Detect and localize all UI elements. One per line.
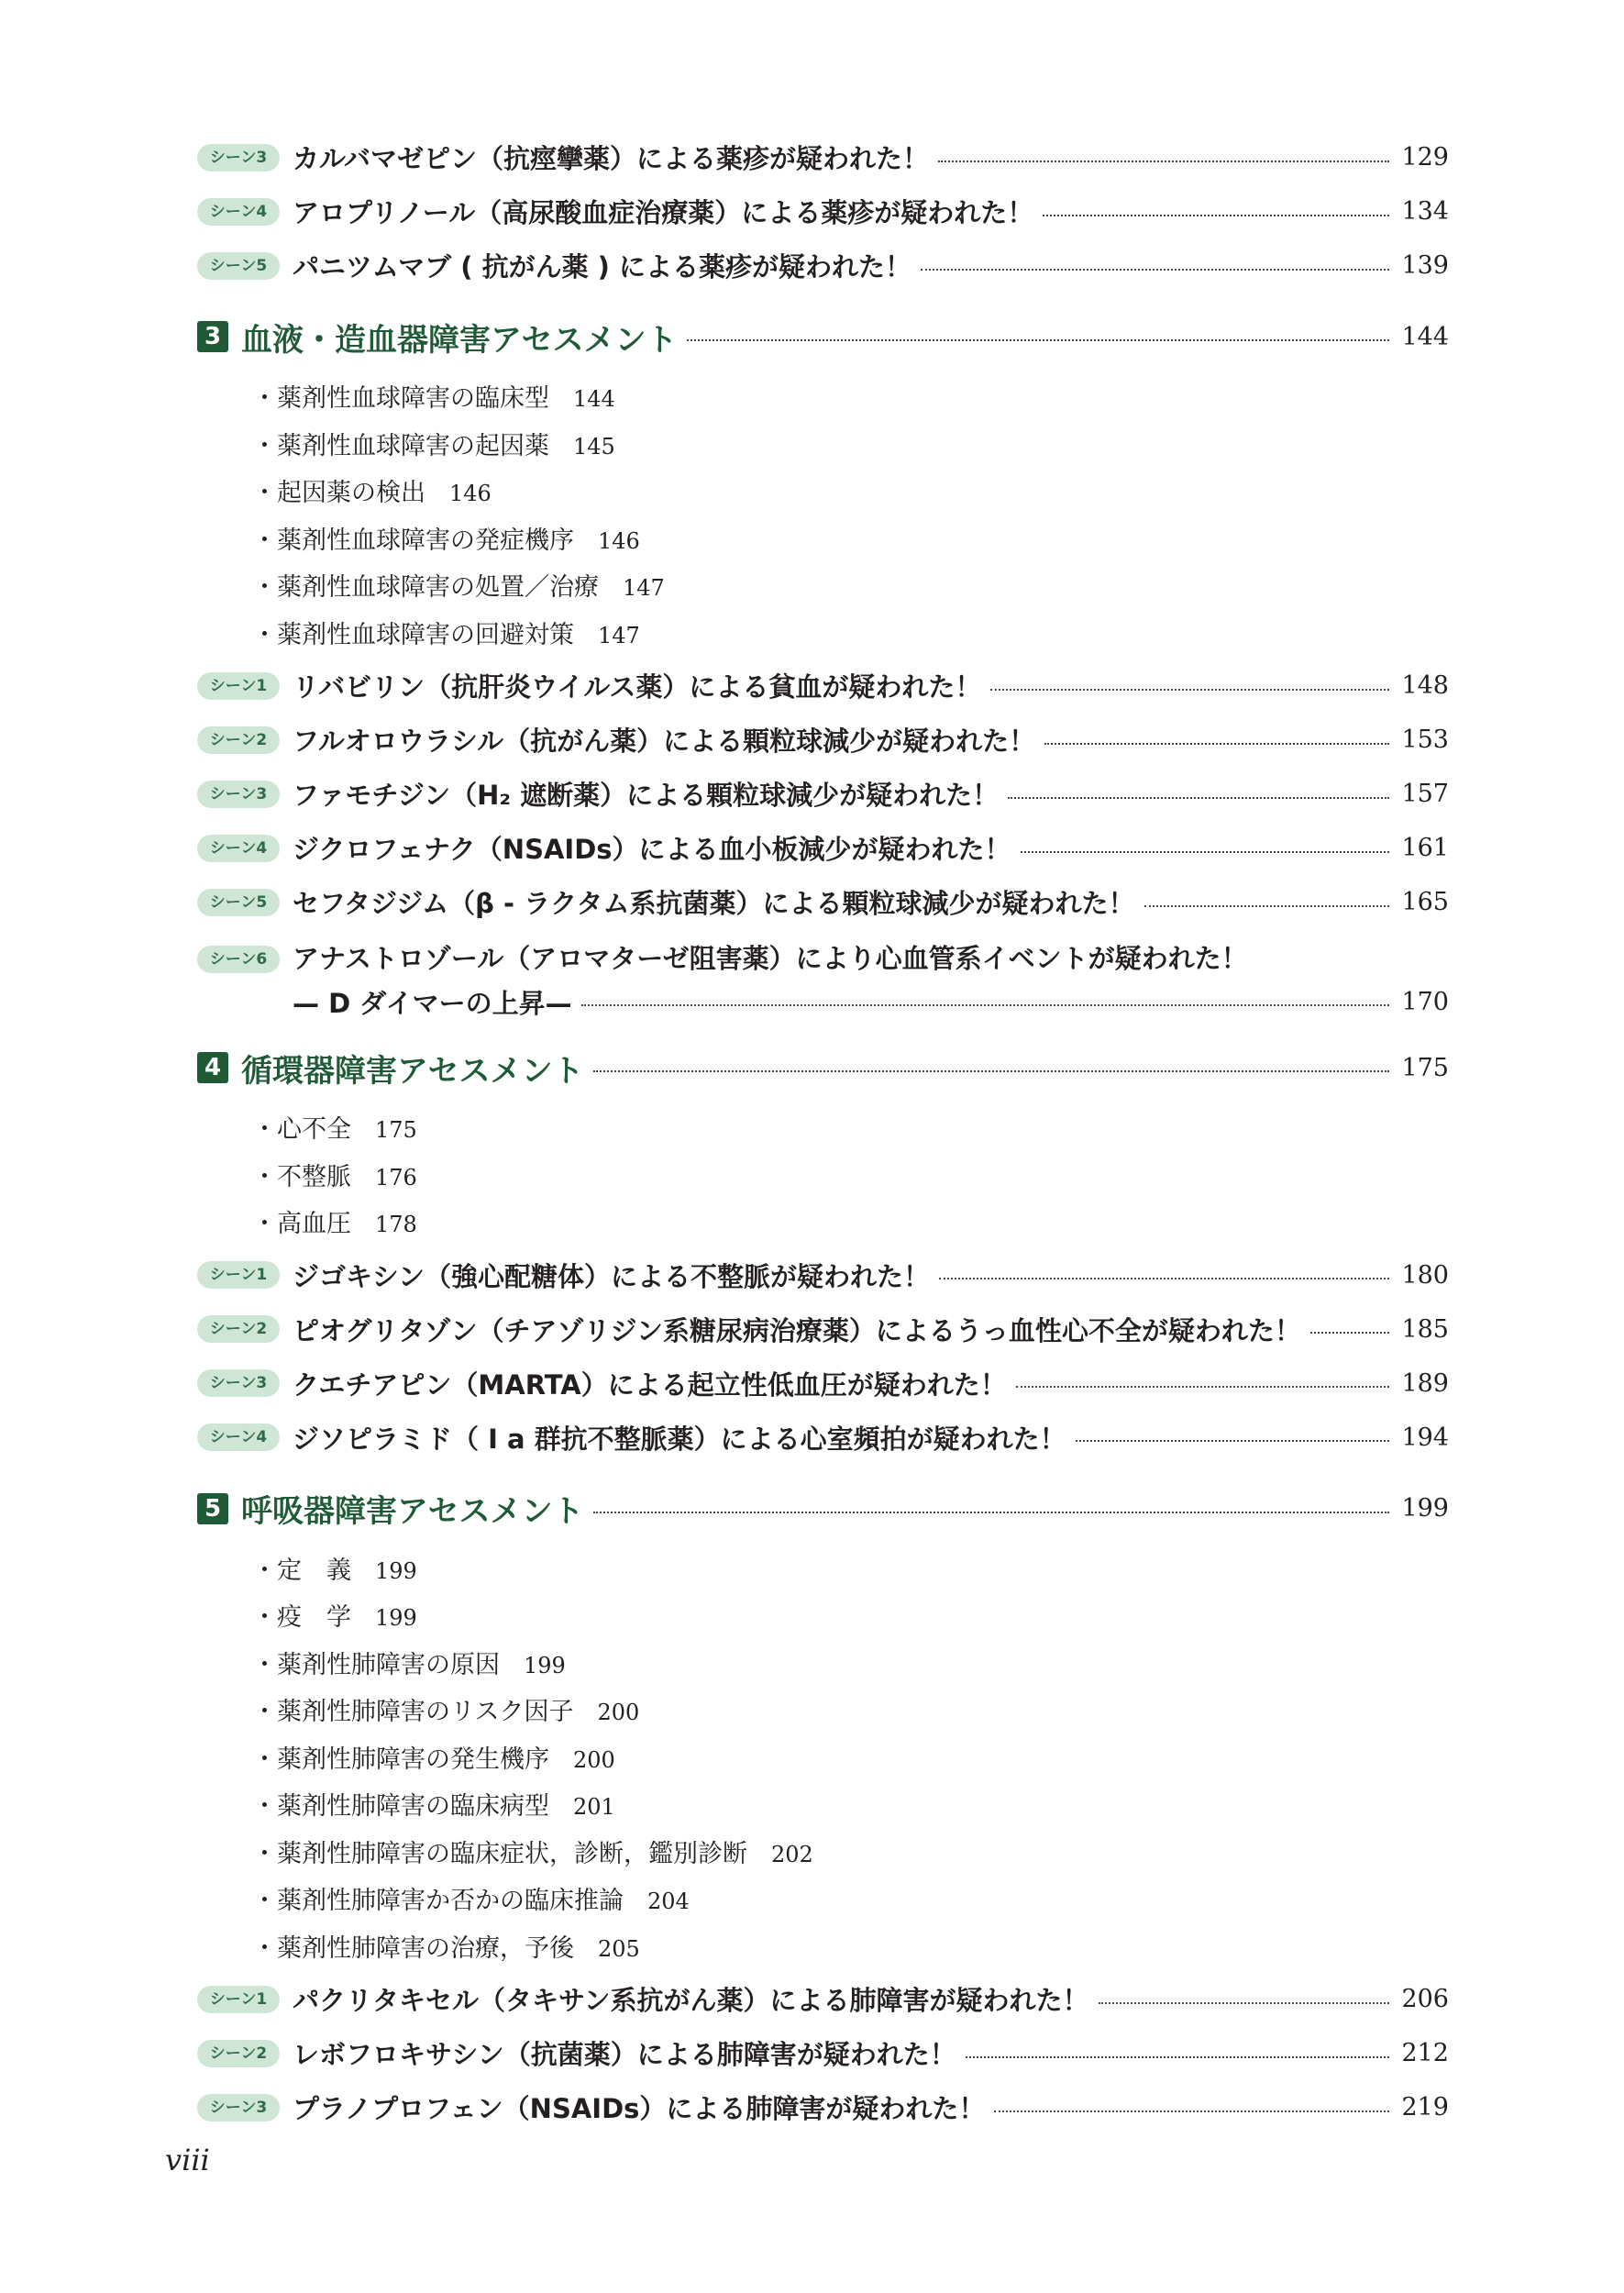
- section-heading-3[interactable]: [197, 298, 1449, 375]
- sub-item-page: 144: [573, 386, 615, 412]
- entry-title: パクリタキセル（タキサン系抗がん薬）による肺障害が疑われた！: [293, 1985, 1089, 2016]
- dot-leader: [1099, 2002, 1389, 2004]
- toc-entry[interactable]: [197, 875, 1449, 929]
- table-of-contents: [197, 130, 1449, 2134]
- sub-item-text: ・不整脈: [252, 1162, 351, 1191]
- page-number: 194: [1401, 1423, 1449, 1452]
- page-number: 153: [1401, 726, 1449, 754]
- scene-badge: シーン5: [197, 252, 280, 280]
- page-number: 144: [1401, 322, 1449, 351]
- toc-entry-two-line[interactable]: [197, 929, 1449, 980]
- section-title: 血液・造血器障害アセスメント: [241, 321, 678, 359]
- entry-title: クエチアピン（MARTA）による起立性低血圧が疑われた！: [293, 1368, 1007, 1401]
- page-number: 139: [1401, 251, 1449, 280]
- sub-item-page: 201: [573, 1794, 615, 1820]
- scene-badge: シーン1: [197, 672, 280, 700]
- sub-item-text: ・薬剤性肺障害の原因: [252, 1650, 500, 1679]
- sub-item-page: 145: [573, 433, 615, 460]
- sub-item-page: 147: [623, 575, 665, 601]
- sub-item-page: 204: [647, 1889, 690, 1914]
- section-heading-4[interactable]: [197, 1029, 1449, 1106]
- page-number: 219: [1401, 2093, 1449, 2121]
- scene-badge: シーン3: [197, 781, 280, 808]
- dot-leader: [1144, 905, 1390, 907]
- section-title: 呼吸器障害アセスメント: [241, 1493, 584, 1530]
- entry-subtitle: — D ダイマーの上昇—: [293, 987, 572, 1019]
- page-number: 161: [1401, 834, 1449, 862]
- sub-item[interactable]: [197, 1547, 1449, 1595]
- sub-item[interactable]: [197, 470, 1449, 517]
- sub-item[interactable]: [197, 1689, 1449, 1736]
- toc-entry[interactable]: [197, 659, 1449, 713]
- page-number: 129: [1401, 143, 1449, 172]
- section-number: 3: [197, 321, 228, 352]
- dot-leader: [1008, 797, 1389, 799]
- dot-leader: [593, 1070, 1389, 1072]
- sub-item[interactable]: [197, 1106, 1449, 1154]
- sub-item-text: ・薬剤性肺障害か否かの臨床推論: [252, 1887, 624, 1915]
- page-number: 175: [1401, 1053, 1449, 1082]
- entry-title: プラノプロフェン（NSAIDs）による肺障害が疑われた！: [293, 2093, 986, 2124]
- dot-leader: [1016, 1386, 1389, 1388]
- sub-item-page: 200: [597, 1700, 640, 1725]
- toc-entry[interactable]: [197, 130, 1449, 184]
- entry-title: ジクロフェナク（NSAIDs）による血小板減少が疑われた！: [293, 834, 1011, 865]
- sub-item[interactable]: [197, 1736, 1449, 1784]
- sub-item[interactable]: [197, 1783, 1449, 1831]
- sub-item[interactable]: [197, 1154, 1449, 1202]
- sub-item[interactable]: [197, 1594, 1449, 1642]
- sub-item-text: ・薬剤性肺障害の発生機序: [252, 1745, 549, 1774]
- entry-title: ジソピラミド（ I a 群抗不整脈薬）による心室頻拍が疑われた！: [293, 1423, 1066, 1455]
- page-number: 165: [1401, 888, 1449, 916]
- toc-entry[interactable]: [197, 713, 1449, 767]
- sub-item[interactable]: [197, 1925, 1449, 1973]
- scene-badge: シーン4: [197, 1423, 280, 1451]
- sub-item-page: 146: [598, 527, 640, 554]
- sub-item-text: ・薬剤性血球障害の起因薬: [252, 431, 549, 460]
- sub-item-text: ・薬剤性肺障害のリスク因子: [252, 1698, 574, 1726]
- sub-item[interactable]: [197, 612, 1449, 659]
- sub-item-page: 199: [524, 1652, 566, 1678]
- entry-title: ジゴキシン（強心配糖体）による不整脈が疑われた！: [293, 1260, 930, 1292]
- page-number: 199: [1401, 1494, 1449, 1523]
- sub-item-text: ・心不全: [252, 1115, 351, 1144]
- page-folio: viii: [165, 2143, 210, 2177]
- page-number: 189: [1401, 1368, 1449, 1398]
- page-number: 157: [1401, 780, 1449, 808]
- dot-leader: [1310, 1332, 1389, 1334]
- dot-leader: [1076, 1440, 1389, 1442]
- scene-badge: シーン3: [197, 144, 280, 172]
- sub-item-text: ・薬剤性血球障害の回避対策: [252, 620, 574, 649]
- toc-entry[interactable]: [197, 1411, 1449, 1465]
- section-number: 4: [197, 1052, 228, 1083]
- entry-title: ピオグリタゾン（チアゾリジン系糖尿病治療薬）によるうっ血性心不全が疑われた！: [293, 1314, 1301, 1346]
- page-number: 206: [1401, 1985, 1449, 2013]
- sub-item-page: 199: [375, 1557, 417, 1584]
- dot-leader: [1044, 743, 1389, 745]
- dot-leader: [1043, 215, 1389, 216]
- sub-item-text: ・薬剤性肺障害の臨床病型: [252, 1792, 549, 1821]
- dot-leader: [966, 2056, 1389, 2058]
- sub-item[interactable]: [197, 564, 1449, 612]
- scene-badge: シーン3: [197, 1369, 280, 1397]
- toc-entry[interactable]: [197, 238, 1449, 293]
- page-number: 185: [1401, 1314, 1449, 1344]
- sub-item-text: ・定 義: [252, 1556, 351, 1585]
- sub-item[interactable]: [197, 375, 1449, 423]
- sub-item-page: 176: [375, 1164, 417, 1191]
- sub-item-text: ・薬剤性肺障害の治療，予後: [252, 1933, 574, 1963]
- toc-entry[interactable]: [197, 184, 1449, 238]
- toc-entry[interactable]: [197, 1302, 1449, 1357]
- sub-item-page: 205: [598, 1935, 640, 1962]
- dot-leader: [1021, 851, 1389, 853]
- dot-leader: [994, 2110, 1389, 2112]
- sub-item-text: ・薬剤性血球障害の発症機序: [252, 526, 574, 555]
- dot-leader: [581, 1004, 1389, 1006]
- entry-title: アナストロゾール（アロマターゼ阻害薬）により心血管系イベントが疑われた！: [293, 943, 1248, 974]
- dot-leader: [938, 161, 1389, 162]
- sub-item-text: ・薬剤性血球障害の処置／治療: [252, 573, 599, 602]
- entry-title: パニツムマブ ( 抗がん薬 ) による薬疹が疑われた！: [293, 251, 912, 282]
- page-number: 134: [1401, 197, 1449, 226]
- toc-entry[interactable]: [197, 1357, 1449, 1411]
- page-number: 212: [1401, 2039, 1449, 2067]
- sub-item-text: ・薬剤性肺障害の臨床症状，診断，鑑別診断: [252, 1839, 747, 1868]
- dot-leader: [687, 339, 1389, 341]
- scene-badge: シーン4: [197, 198, 280, 226]
- sub-item-page: 199: [375, 1605, 417, 1631]
- scene-badge: シーン4: [197, 835, 280, 862]
- entry-title: フルオロウラシル（抗がん薬）による顆粒球減少が疑われた！: [293, 726, 1036, 757]
- sub-item-text: ・疫 学: [252, 1603, 351, 1632]
- sub-item-page: 175: [375, 1117, 417, 1143]
- sub-item[interactable]: [197, 1878, 1449, 1925]
- entry-title: セフタジジム（β - ラクタム系抗菌薬）による顆粒球減少が疑われた！: [293, 888, 1135, 919]
- sub-item-page: 202: [771, 1841, 813, 1867]
- scene-badge: シーン2: [197, 726, 280, 754]
- scene-badge: シーン1: [197, 1986, 280, 2013]
- sub-item-text: ・薬剤性血球障害の臨床型: [252, 384, 549, 413]
- page-number: 180: [1401, 1260, 1449, 1290]
- sub-item-text: ・起因薬の検出: [252, 479, 425, 507]
- entry-title: アロプリノール（高尿酸血症治療薬）による薬疹が疑われた！: [293, 197, 1034, 228]
- sub-item-page: 200: [573, 1746, 615, 1773]
- sub-item-text: ・高血圧: [252, 1210, 351, 1238]
- sub-item-page: 147: [598, 622, 640, 648]
- scene-badge: シーン2: [197, 2040, 280, 2067]
- dot-leader: [990, 689, 1389, 691]
- sub-item[interactable]: [197, 1642, 1449, 1689]
- dot-leader: [939, 1278, 1389, 1279]
- scene-badge: シーン1: [197, 1261, 280, 1289]
- toc-entry[interactable]: [197, 821, 1449, 875]
- toc-entry-continuation[interactable]: [197, 980, 1449, 1024]
- entry-title: ファモチジン（H₂ 遮断薬）による顆粒球減少が疑われた！: [293, 780, 1000, 811]
- entry-title: カルバマゼピン（抗痙攣薬）による薬疹が疑われた！: [293, 143, 929, 174]
- toc-entry[interactable]: [197, 1972, 1449, 2026]
- scene-badge: シーン6: [197, 946, 280, 973]
- entry-title: レボフロキサシン（抗菌薬）による肺障害が疑われた！: [293, 2039, 956, 2070]
- page-number: 148: [1401, 671, 1449, 700]
- toc-entry[interactable]: [197, 2026, 1449, 2080]
- toc-entry[interactable]: [197, 767, 1449, 821]
- toc-entry[interactable]: [197, 1248, 1449, 1302]
- scene-badge: シーン3: [197, 2094, 280, 2121]
- section-heading-5[interactable]: [197, 1470, 1449, 1547]
- section-title: 循環器障害アセスメント: [241, 1052, 584, 1090]
- entry-title: リバビリン（抗肝炎ウイルス薬）による貧血が疑われた！: [293, 671, 982, 703]
- sub-item-page: 178: [375, 1212, 417, 1237]
- sub-item[interactable]: [197, 1831, 1449, 1878]
- page-number: 170: [1401, 987, 1449, 1016]
- section-number: 5: [197, 1493, 228, 1524]
- sub-item[interactable]: [197, 1201, 1449, 1248]
- scene-badge: シーン5: [197, 889, 280, 916]
- sub-item-page: 146: [449, 481, 492, 506]
- sub-item[interactable]: [197, 423, 1449, 471]
- toc-entry[interactable]: [197, 2080, 1449, 2134]
- sub-item[interactable]: [197, 517, 1449, 565]
- dot-leader: [593, 1512, 1389, 1513]
- dot-leader: [921, 269, 1389, 271]
- scene-badge: シーン2: [197, 1315, 280, 1343]
